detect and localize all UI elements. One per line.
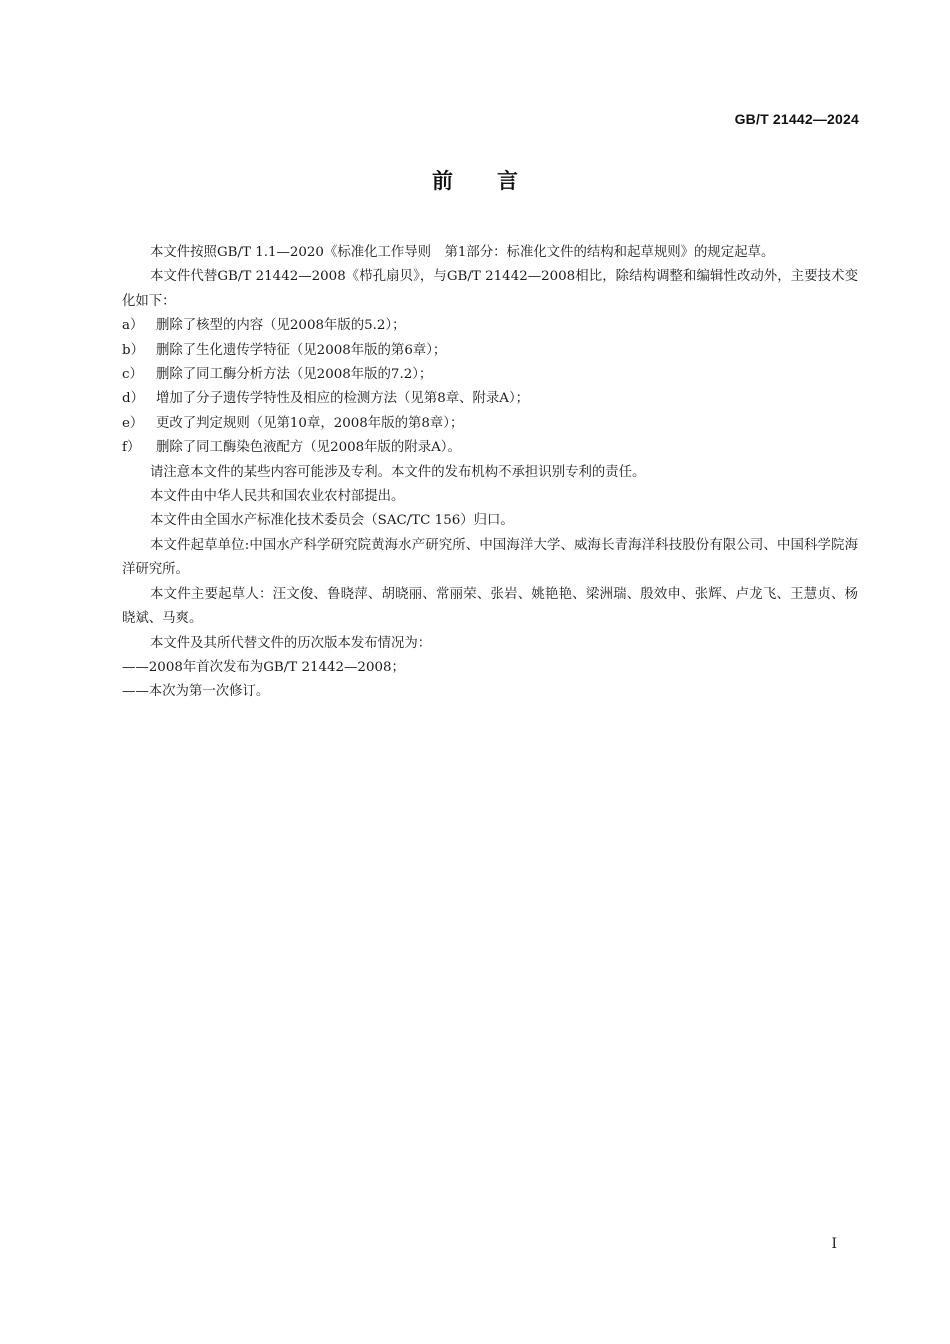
standard-code: GB/T 21442—2024: [734, 111, 859, 127]
change-item-marker: a）: [122, 318, 144, 334]
change-item-text: 删除了生化遗传学特征（见2008年版的第6章）；: [156, 342, 447, 358]
change-item: [122, 412, 858, 436]
change-item: [122, 363, 858, 387]
paragraph-history-intro: 本文件及其所代替文件的历次版本发布情况为：: [150, 635, 432, 651]
change-item-marker: f）: [122, 440, 141, 456]
page-number: I: [831, 1236, 837, 1252]
foreword-body: [122, 241, 858, 705]
history-item: ——2008年首次发布为GB/T 21442—2008；: [122, 659, 405, 675]
change-item-text: 删除了同工酶染色液配方（见2008年版的附录A）。: [156, 440, 461, 456]
change-item-text: 更改了判定规则（见第10章，2008年版的第8章）；: [156, 415, 464, 431]
change-item-marker: d）: [122, 391, 144, 407]
paragraph-drafting-rules: 本文件按照GB/T 1.1—2020《标准化工作导则 第1部分：标准化文件的结构和起草规则》的规定起草。: [150, 245, 775, 260]
change-item-marker: b）: [122, 342, 144, 358]
change-item: [122, 339, 858, 363]
change-item-marker: e）: [122, 415, 144, 431]
paragraph-replacement: 本文件代替GB/T 21442—2008《栉孔扇贝》，与GB/T 21442—2008相比，除结构调整和编辑性改动外，主要技术变化如下：: [122, 269, 858, 309]
history-item: ——本次为第一次修订。: [122, 684, 270, 700]
change-item-text: 删除了核型的内容（见2008年版的5.2）；: [156, 318, 406, 334]
paragraph-proposer: 本文件由中华人民共和国农业农村部提出。: [150, 489, 405, 505]
change-item-text: 增加了分子遗传学特性及相应的检测方法（见第8章、附录A）；: [156, 391, 530, 407]
paragraph-drafting-units: 本文件起草单位:中国水产科学研究院黄海水产研究所、中国海洋大学、威海长青海洋科技股份有限公司、中国科学院海洋研究所。: [122, 537, 858, 578]
paragraph-committee: 本文件由全国水产标准化技术委员会（SAC/TC 156）归口。: [150, 513, 514, 529]
change-item: [122, 387, 858, 411]
paragraph-drafters: 本文件主要起草人：汪文俊、鲁晓萍、胡晓丽、常丽荣、张岩、姚艳艳、梁洲瑞、殷效申、张辉、卢龙飞、王慧贞、杨晓斌、马爽。: [122, 586, 858, 627]
change-item-marker: c）: [122, 367, 143, 383]
paragraph-patent-notice: 请注意本文件的某些内容可能涉及专利。本文件的发布机构不承担识别专利的责任。: [150, 464, 646, 480]
change-item-text: 删除了同工酶分析方法（见2008年版的7.2）；: [156, 367, 433, 383]
change-item: [122, 436, 858, 460]
change-item: [122, 314, 858, 338]
page-title: 前言: [432, 169, 562, 193]
